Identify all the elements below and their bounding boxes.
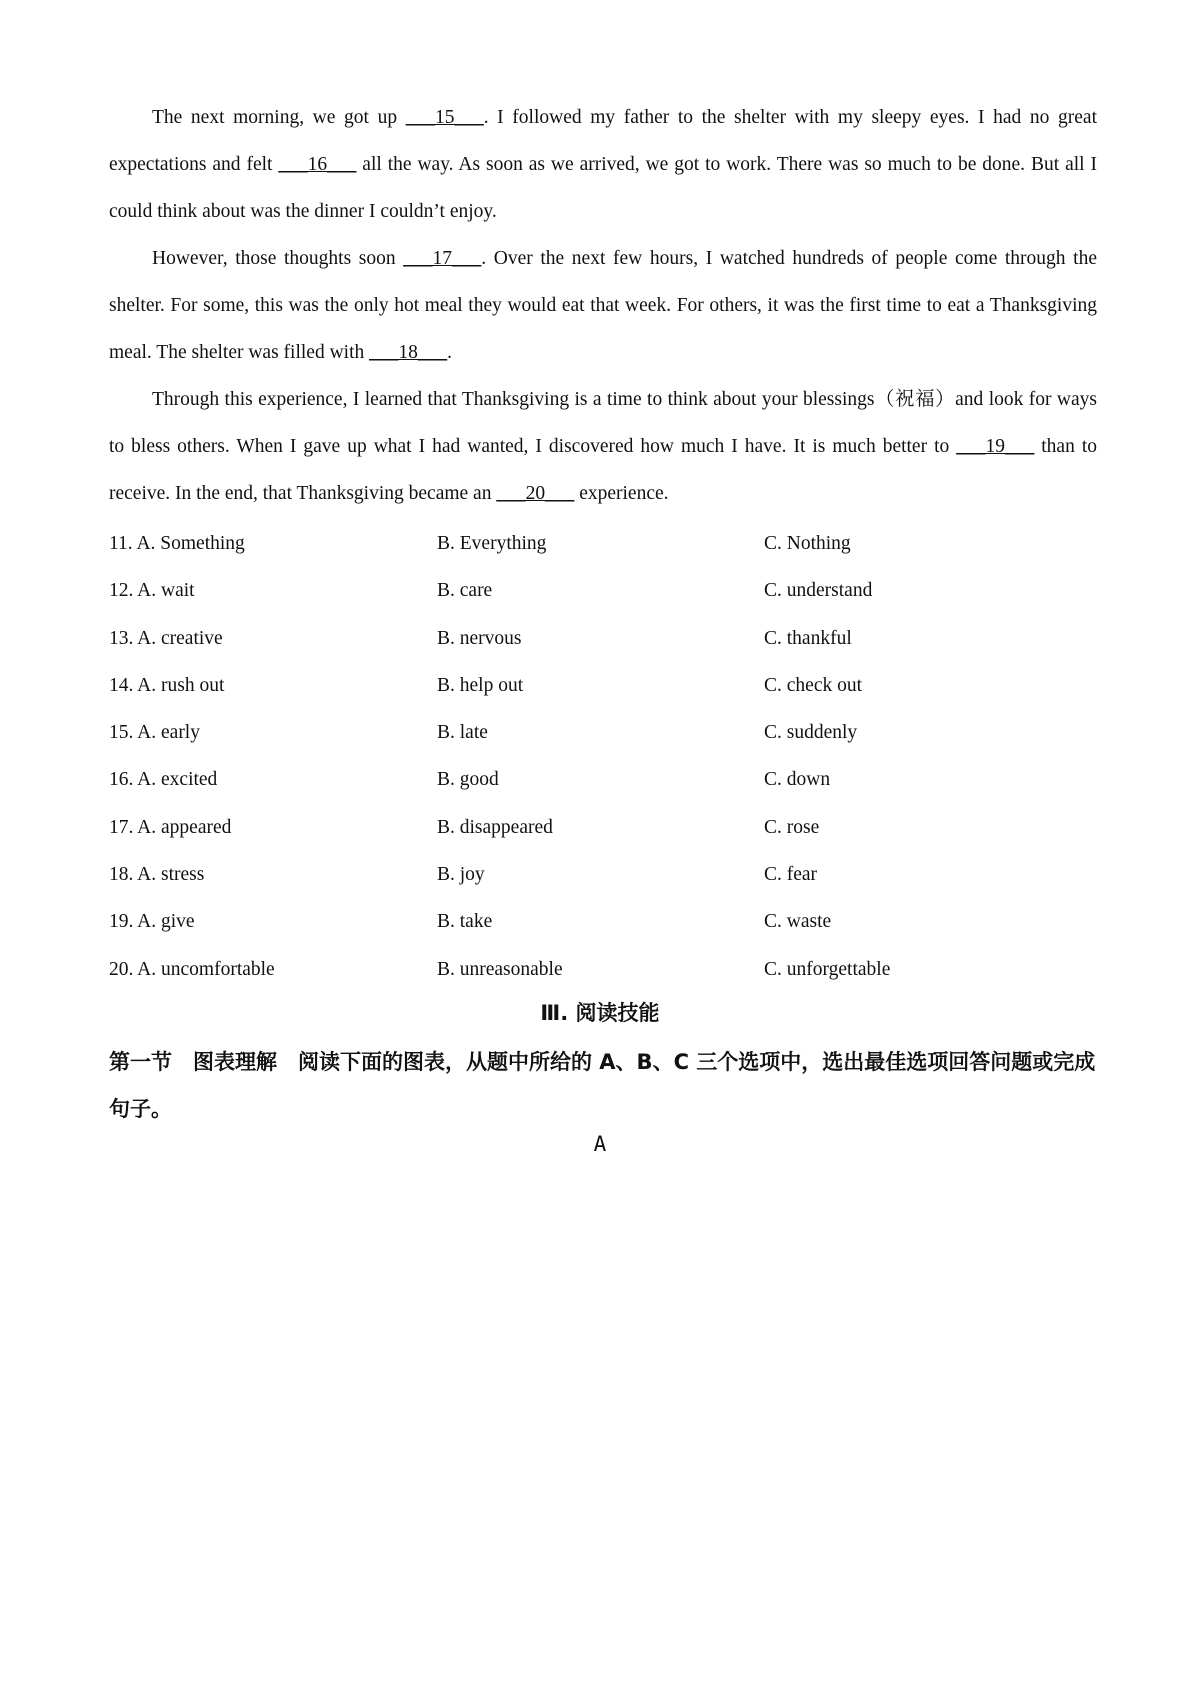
option-a: 12. A. wait: [109, 580, 195, 602]
option-b: B. care: [437, 580, 493, 602]
question-14-options: [109, 662, 1097, 709]
blank-20: ___20___: [496, 483, 575, 504]
passage-text: Through this experience, I learned that Thanksgiving is a time to think about your blessings（祝福）and look for ways to bless others. When I gave up what I had wanted, I discovered how much I have. It is much better to: [109, 389, 1097, 457]
blank-18: ___18___: [369, 342, 448, 363]
passage-text: .: [447, 342, 452, 363]
option-c: C. thankful: [764, 627, 852, 649]
question-11-options: [109, 520, 1097, 567]
option-c: C. rose: [764, 816, 820, 838]
question-12-options: [109, 567, 1097, 614]
passage-text: all the way. As soon as we arrived, we got to work. There was so much to be done. But all I could think about was the dinner I couldn’t enjoy.: [109, 154, 1097, 222]
question-19-options: [109, 898, 1097, 945]
question-18-options: [109, 851, 1097, 898]
passage-letter-heading: A: [593, 1132, 607, 1156]
option-a: 14. A. rush out: [109, 674, 225, 696]
option-b: B. help out: [437, 674, 524, 696]
option-b: B. good: [437, 769, 499, 791]
option-a: 13. A. creative: [109, 627, 223, 649]
question-16-options: [109, 756, 1097, 803]
option-b: B. unreasonable: [437, 958, 563, 980]
cloze-passage: [109, 94, 1097, 517]
option-c: C. waste: [764, 911, 832, 933]
passage-text: . Over the next few hours, I watched hundreds of people come through the shelter. For some, this was the only hot meal they would eat that week. For others, it was the first time to eat a Thanksgiving meal. The shelter was filled with: [109, 248, 1097, 363]
option-c: C. fear: [764, 864, 818, 886]
option-c: C. Nothing: [764, 533, 851, 554]
option-b: B. Everything: [437, 533, 547, 554]
passage-text: experience.: [574, 483, 669, 504]
option-a: 20. A. uncomfortable: [109, 958, 275, 980]
passage-text: However, those thoughts soon: [152, 248, 404, 269]
option-c: C. unforgettable: [764, 958, 891, 980]
blank-16: ___16___: [278, 154, 357, 175]
option-c: C. down: [764, 769, 831, 791]
blank-19: ___19___: [956, 436, 1035, 457]
option-b: B. disappeared: [437, 816, 553, 838]
option-b: B. take: [437, 911, 493, 933]
option-a: 16. A. excited: [109, 769, 218, 791]
question-13-options: [109, 615, 1097, 662]
blank-15: ___15___: [405, 107, 484, 128]
option-a: 15. A. early: [109, 722, 200, 744]
passage-text: than to receive. In the end, that Thanksgiving became an: [109, 436, 1097, 504]
section-title: Ⅲ. 阅读技能: [540, 1001, 660, 1025]
section-instructions: 第一节 图表理解 阅读下面的图表，从题中所给的 A、B、C 三个选项中，选出最佳选项回答问题或完成句子。: [109, 1050, 1096, 1121]
option-c: C. understand: [764, 580, 873, 602]
option-b: B. late: [437, 722, 488, 744]
option-a: 11. A. Something: [109, 533, 245, 554]
option-a: 18. A. stress: [109, 864, 205, 886]
passage-text: The next morning, we got up: [152, 107, 406, 128]
option-c: C. check out: [764, 674, 863, 696]
passage-text: . I followed my father to the shelter with my sleepy eyes. I had no great expectations and felt: [109, 107, 1097, 175]
option-b: B. joy: [437, 864, 485, 886]
answer-options-list: [109, 520, 1097, 993]
question-20-options: [109, 946, 1097, 993]
option-b: B. nervous: [437, 627, 522, 649]
option-c: C. suddenly: [764, 722, 858, 744]
paragraph-3: [109, 376, 1097, 517]
paragraph-1: [109, 94, 1097, 235]
question-15-options: [109, 709, 1097, 756]
question-17-options: [109, 804, 1097, 851]
paragraph-2: [109, 235, 1097, 376]
option-a: 17. A. appeared: [109, 816, 232, 838]
blank-17: ___17___: [403, 248, 482, 269]
option-a: 19. A. give: [109, 911, 195, 933]
